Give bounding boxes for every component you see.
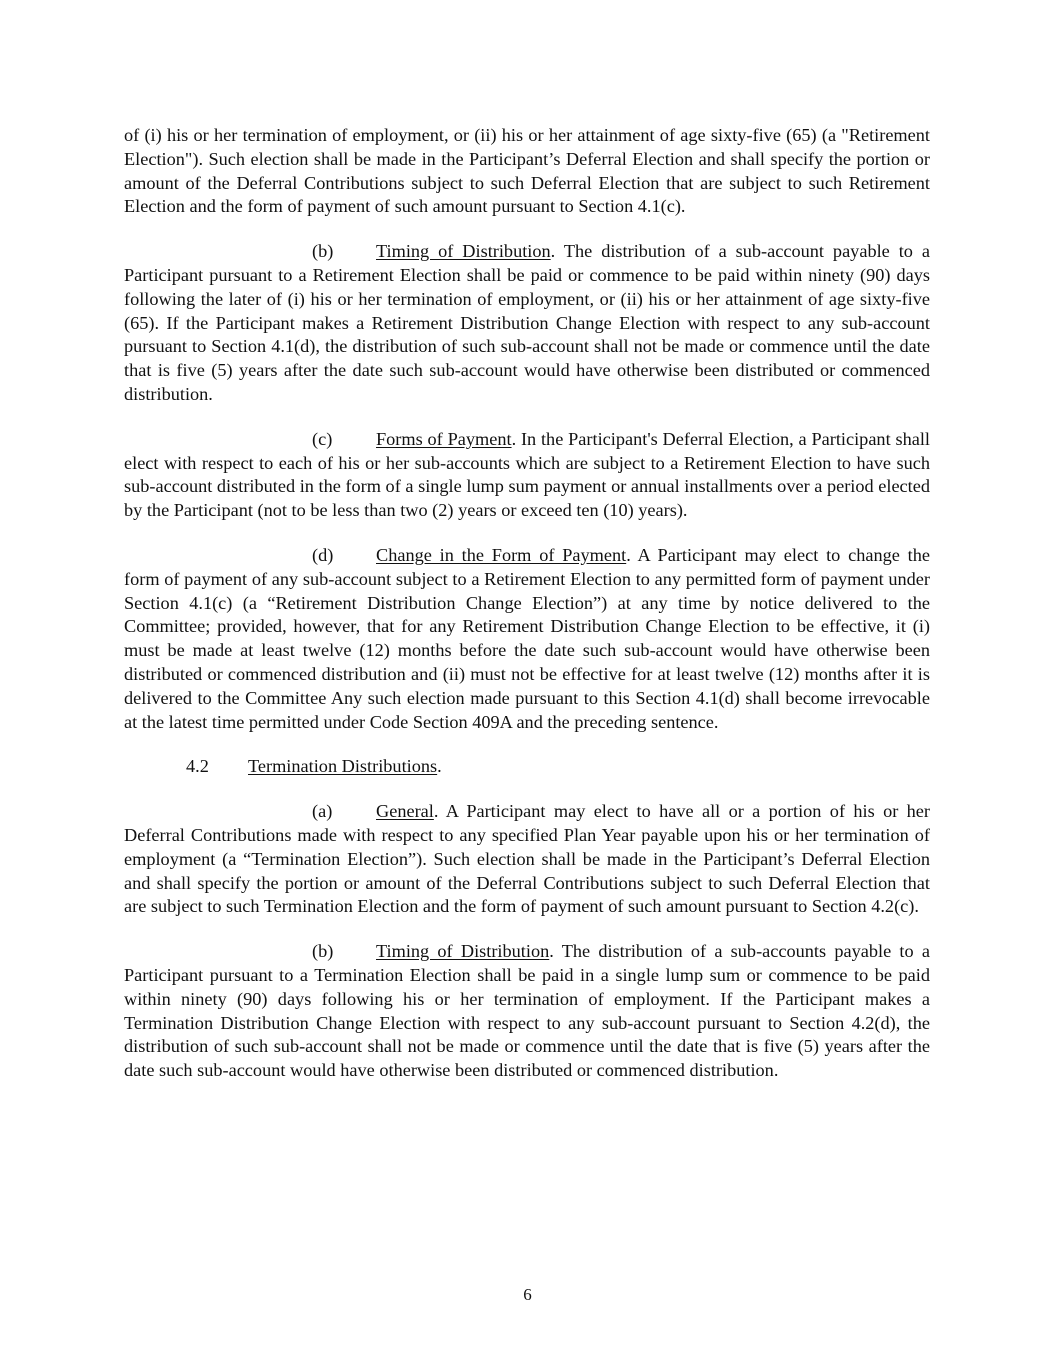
clause-body: . A Participant may elect to have all or a portion of his or her Deferral Contributions made with respect to any specified Plan Year payable upon his or her termination of employment (a “Termination Election”). Such election shall be made in the Participant’s Deferral Election and shall specify the portion or amount of the Deferral Contributions subject to such Deferral Election that are subject to such Termination Election and the form of payment of such amount pursuant to Section 4.2(c). (124, 801, 930, 917)
paragraph-4-2-a (124, 800, 930, 919)
clause-heading: Forms of Payment (376, 428, 512, 449)
clause-heading: Timing of Distribution (376, 941, 550, 962)
intro-paragraph: of (i) his or her termination of employment, or (ii) his or her attainment of age sixty-five (65) (a "Retirement Election"). Such election shall be made in the Participant’s Deferral Election and shall specify the portion or amount of the Deferral Contributions subject to such Deferral Election that are subject to such Retirement Election and the form of payment of such amount pursuant to Section 4.1(c). (124, 125, 930, 217)
document-page (124, 124, 930, 1104)
paragraph-4-1-d (124, 544, 930, 734)
section-title: Termination Distributions (248, 756, 438, 777)
clause-heading: Change in the Form of Payment (376, 544, 627, 565)
clause-heading: General (376, 801, 434, 822)
clause-body: . In the Participant's Deferral Election, a Participant shall elect with respect to each of his or her sub-accounts which are subject to a Retirement Election to have such sub-account distributed in the form of a single lump sum payment or annual installments over a period elected by the Participant (not to be less than two (2) years or exceed ten (10) years). (124, 428, 930, 521)
clause-body: . The distribution of a sub-account payable to a Participant pursuant to a Retirement Election shall be paid or commence to be paid within ninety (90) days following the later of (i) his or her termination of employment, or (ii) his or her attainment of age sixty-five (65). If the Participant makes a Retirement Distribution Change Election with respect to any sub-account pursuant to Section 4.1(d), the distribution of such sub-account shall not be made or commence until the date that is five (5) years after the date such sub-account would have otherwise been distributed or commenced distribution. (124, 241, 930, 404)
paragraph-4-1-b (124, 240, 930, 407)
clause-body: . A Participant may elect to change the form of payment of any sub-account subject to a Retirement Election to any permitted form of payment under Section 4.1(c) (a “Retirement Distribution Change Election”) at any time by notice delivered to the Committee; provided, however, that for any Retirement Distribution Change Election to be effective, it (i) must be made at least twelve (12) months before the date such sub-account would have otherwise been distributed or commenced distribution and (ii) must not be effective for at least twelve (12) months after it is delivered to the Committee Any such election made pursuant to this Section 4.1(d) shall become irrevocable at the latest time permitted under Code Section 409A and the preceding sentence. (124, 544, 931, 732)
paragraph-4-1-c (124, 428, 930, 523)
clause-body: . The distribution of a sub-accounts payable to a Participant pursuant to a Termination Election shall be paid in a single lump sum or commence to be paid within ninety (90) days following his or her termination of employment. If the Participant makes a Termination Distribution Change Election with respect to any sub-account pursuant to Section 4.2(d), the distribution of such sub-account shall not be made or commence until the date that is five (5) years after the date such sub-account would have otherwise been distributed or commenced distribution. (124, 941, 930, 1081)
clause-number: (d) (312, 544, 334, 565)
section-4-2-heading (124, 755, 930, 779)
clause-number: (a) (312, 801, 333, 822)
section-number: 4.2 (186, 756, 209, 777)
clause-number: (b) (312, 241, 334, 262)
section-title-suffix: . (437, 756, 442, 777)
page-number: 6 (523, 1285, 532, 1304)
clause-heading: Timing of Distribution (376, 241, 551, 262)
paragraph-4-2-b (124, 940, 930, 1083)
clause-number: (b) (312, 941, 334, 962)
clause-number: (c) (312, 428, 333, 449)
